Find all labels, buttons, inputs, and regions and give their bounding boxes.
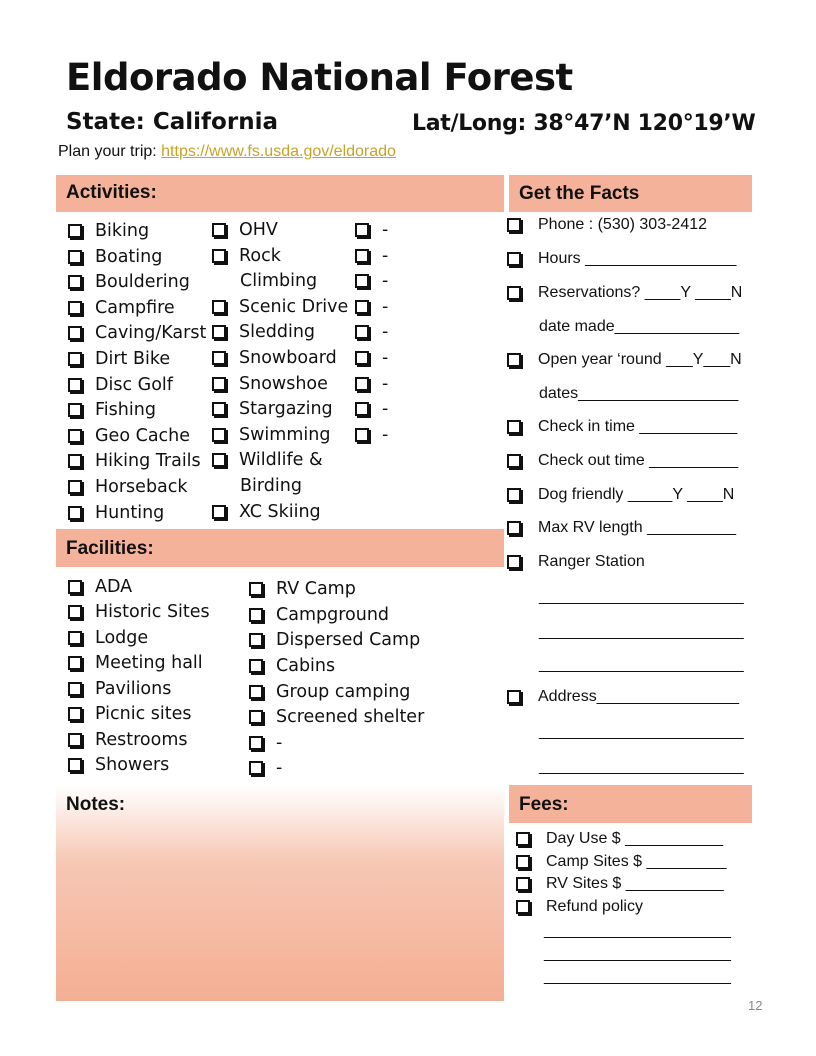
fee-refund-policy[interactable] <box>516 898 643 916</box>
fee-label: Refund policy <box>546 898 643 915</box>
checkbox-icon[interactable] <box>507 420 521 434</box>
activity-ohv[interactable] <box>212 220 278 240</box>
facility-lodge[interactable] <box>68 628 148 648</box>
activity-xc-skiing[interactable] <box>212 502 321 522</box>
checkbox-icon[interactable] <box>249 736 263 750</box>
facilities-heading: Facilities: <box>66 538 154 559</box>
checkbox-icon[interactable] <box>212 428 226 442</box>
fact-dates[interactable]: dates__________________ <box>539 385 739 402</box>
activity-label: Wildlife & <box>239 450 323 470</box>
checkbox-icon[interactable] <box>68 378 82 392</box>
ranger-blank-line[interactable]: _______________________ <box>539 623 744 640</box>
fact-phone[interactable] <box>507 216 707 234</box>
checkbox-icon[interactable] <box>516 832 530 846</box>
fact-dog-friendly[interactable] <box>507 486 734 504</box>
checkbox-icon[interactable] <box>212 249 226 263</box>
activity-fishing[interactable] <box>68 400 156 420</box>
activity-scenic-drive[interactable] <box>212 297 348 317</box>
fee-rv-sites[interactable] <box>516 875 724 893</box>
activity-label: Caving/Karst <box>95 323 207 343</box>
fact-open-year[interactable] <box>507 351 742 369</box>
fact-label: Max RV length __________ <box>538 519 737 536</box>
activity-hiking-trails[interactable] <box>68 451 201 471</box>
checkbox-icon[interactable] <box>212 402 226 416</box>
facility-ada[interactable] <box>68 577 132 597</box>
fact-label: Phone : (530) 303-2412 <box>538 216 708 233</box>
fact-label: Open year ‘round ___Y___N <box>538 351 742 368</box>
checkbox-icon[interactable] <box>516 900 530 914</box>
facility-meeting-hall[interactable] <box>68 653 203 673</box>
fact-hours[interactable] <box>507 250 736 268</box>
fees-header-band <box>509 785 752 823</box>
checkbox-icon[interactable] <box>68 758 82 772</box>
activity-label: Dirt Bike <box>95 349 171 369</box>
checkbox-icon[interactable] <box>507 488 521 502</box>
checkbox-icon[interactable] <box>68 454 82 468</box>
facility-label: Group camping <box>276 682 411 702</box>
activity-label: Scenic Drive <box>239 297 349 317</box>
checkbox-icon[interactable] <box>68 301 82 315</box>
activity-label: Boating <box>95 247 163 267</box>
page-title: Eldorado National Forest <box>66 56 573 99</box>
checkbox-icon[interactable] <box>507 286 521 300</box>
activity-snowboard[interactable] <box>212 348 337 368</box>
checkbox-icon[interactable] <box>249 608 263 622</box>
activity-hunting[interactable] <box>68 503 164 523</box>
notes-heading: Notes: <box>66 794 126 815</box>
activity-label: - <box>382 322 389 342</box>
activity-label: Campfire <box>95 298 175 318</box>
fee-label: Day Use $ ___________ <box>546 830 724 847</box>
checkbox-icon[interactable] <box>507 521 521 535</box>
facility-campground[interactable] <box>249 605 389 625</box>
facility-label: Cabins <box>276 656 336 676</box>
checkbox-icon[interactable] <box>68 733 82 747</box>
fact-check-out[interactable] <box>507 452 738 470</box>
activities-header-band <box>56 175 504 212</box>
checkbox-icon[interactable] <box>68 429 82 443</box>
activities-heading: Activities: <box>66 182 157 203</box>
checkbox-icon[interactable] <box>68 631 82 645</box>
facility-label: ADA <box>95 577 133 597</box>
activity-blank-5[interactable] <box>355 322 388 342</box>
facility-label: Lodge <box>95 628 149 648</box>
checkbox-icon[interactable] <box>68 275 82 289</box>
checkbox-icon[interactable] <box>68 580 82 594</box>
facts-header-band <box>509 175 752 212</box>
activity-label: Geo Cache <box>95 426 191 446</box>
facility-historic-sites[interactable] <box>68 602 210 622</box>
checkbox-icon[interactable] <box>249 633 263 647</box>
facility-label: RV Camp <box>276 579 356 599</box>
activity-campfire[interactable] <box>68 298 175 318</box>
plan-trip-line <box>58 143 396 161</box>
checkbox-icon[interactable] <box>68 352 82 366</box>
facility-label: Picnic sites <box>95 704 192 724</box>
notes-area[interactable] <box>56 785 504 1001</box>
activity-label: - <box>382 220 389 240</box>
facility-cabins[interactable] <box>249 656 335 676</box>
activity-label: Disc Golf <box>95 375 173 395</box>
checkbox-icon[interactable] <box>507 690 521 704</box>
checkbox-icon[interactable] <box>68 326 82 340</box>
latlong-label: Lat/Long: 38°47’N 120°19’W <box>412 111 756 136</box>
fact-label: Address________________ <box>538 688 740 705</box>
activity-label: - <box>382 297 389 317</box>
facility-label: - <box>276 758 283 778</box>
refund-blank-line[interactable]: _____________________ <box>544 945 731 962</box>
activity-label: - <box>382 374 389 394</box>
activity-blank-8[interactable] <box>355 399 388 419</box>
facility-label: Restrooms <box>95 730 188 750</box>
facility-showers[interactable] <box>68 755 169 775</box>
activity-label: Birding <box>240 476 302 496</box>
address-blank-line[interactable]: _______________________ <box>539 758 744 775</box>
checkbox-icon[interactable] <box>355 300 369 314</box>
facility-label: Screened shelter <box>276 707 425 727</box>
activity-label: Climbing <box>240 271 318 291</box>
activity-rock-climbing-cont <box>240 271 317 291</box>
activity-label: - <box>382 399 389 419</box>
checkbox-icon[interactable] <box>68 605 82 619</box>
checkbox-icon[interactable] <box>355 428 369 442</box>
checkbox-icon[interactable] <box>212 377 226 391</box>
activity-blank-9[interactable] <box>355 425 388 445</box>
activity-blank-7[interactable] <box>355 374 388 394</box>
state-label: State: California <box>66 109 278 135</box>
activity-snowshoe[interactable] <box>212 374 328 394</box>
checkbox-icon[interactable] <box>355 249 369 263</box>
checkbox-icon[interactable] <box>516 877 530 891</box>
checkbox-icon[interactable] <box>212 300 226 314</box>
checkbox-icon[interactable] <box>212 453 226 467</box>
checkbox-icon[interactable] <box>355 274 369 288</box>
activity-label: Bouldering <box>95 272 190 292</box>
checkbox-icon[interactable] <box>507 218 521 232</box>
checkbox-icon[interactable] <box>355 223 369 237</box>
checkbox-icon[interactable] <box>68 707 82 721</box>
fees-heading: Fees: <box>519 794 569 815</box>
fee-camp-sites[interactable] <box>516 853 727 871</box>
activity-wildlife-birding[interactable] <box>212 450 323 470</box>
checkbox-icon[interactable] <box>507 353 521 367</box>
activity-blank-1[interactable] <box>355 220 388 240</box>
ranger-blank-line[interactable]: _______________________ <box>539 588 744 605</box>
checkbox-icon[interactable] <box>249 685 263 699</box>
activity-label: - <box>382 246 389 266</box>
facility-label: - <box>276 733 283 753</box>
facility-label: Showers <box>95 755 170 775</box>
checkbox-icon[interactable] <box>68 224 82 238</box>
plan-trip-link[interactable]: https://www.fs.usda.gov/eldorado <box>161 143 396 160</box>
fact-reservations[interactable] <box>507 284 742 302</box>
fee-day-use[interactable] <box>516 830 723 848</box>
checkbox-icon[interactable] <box>355 377 369 391</box>
checkbox-icon[interactable] <box>355 351 369 365</box>
facts-heading: Get the Facts <box>519 183 640 204</box>
facility-restrooms[interactable] <box>68 730 188 750</box>
checkbox-icon[interactable] <box>355 402 369 416</box>
facility-blank-2[interactable] <box>249 758 282 778</box>
checkbox-icon[interactable] <box>355 325 369 339</box>
refund-blank-line[interactable]: _____________________ <box>544 922 731 939</box>
activity-label: - <box>382 425 389 445</box>
facility-rv-camp[interactable] <box>249 579 356 599</box>
activity-label: XC Skiing <box>239 502 321 522</box>
fact-max-rv[interactable] <box>507 519 736 537</box>
facility-label: Dispersed Camp <box>276 630 421 650</box>
fact-label: Hours _________________ <box>538 250 737 267</box>
facility-label: Historic Sites <box>95 602 210 622</box>
activity-label: OHV <box>239 220 278 240</box>
checkbox-icon[interactable] <box>68 682 82 696</box>
fact-ranger-station[interactable] <box>507 553 645 571</box>
facility-picnic-sites[interactable] <box>68 704 192 724</box>
activity-label: - <box>382 348 389 368</box>
facility-pavilions[interactable] <box>68 679 171 699</box>
activity-bouldering[interactable] <box>68 272 190 292</box>
checkbox-icon[interactable] <box>212 505 226 519</box>
facility-label: Campground <box>276 605 390 625</box>
activity-label: Rock <box>239 246 281 266</box>
activity-biking[interactable] <box>68 221 149 241</box>
activity-label: Sledding <box>239 322 316 342</box>
activity-sledding[interactable] <box>212 322 315 342</box>
activity-blank-6[interactable] <box>355 348 388 368</box>
checkbox-icon[interactable] <box>68 506 82 520</box>
activity-blank-4[interactable] <box>355 297 388 317</box>
facilities-header-band <box>56 529 504 567</box>
facility-screened-shelter[interactable] <box>249 707 424 727</box>
checkbox-icon[interactable] <box>212 223 226 237</box>
fact-label: Check in time ___________ <box>538 418 738 435</box>
checkbox-icon[interactable] <box>516 855 530 869</box>
activity-horseback[interactable] <box>68 477 188 497</box>
fact-label: Ranger Station <box>538 553 645 570</box>
activity-wildlife-birding-cont <box>240 476 302 496</box>
activity-label: Swimming <box>239 425 331 445</box>
checkbox-icon[interactable] <box>68 480 82 494</box>
facility-blank-1[interactable] <box>249 733 282 753</box>
checkbox-icon[interactable] <box>507 555 521 569</box>
facility-group-camping[interactable] <box>249 682 410 702</box>
activity-label: - <box>382 271 389 291</box>
activity-label: Stargazing <box>239 399 333 419</box>
checkbox-icon[interactable] <box>249 710 263 724</box>
facility-dispersed-camp[interactable] <box>249 630 420 650</box>
activity-label: Fishing <box>95 400 156 420</box>
address-blank-line[interactable]: _______________________ <box>539 723 744 740</box>
activity-disc-golf[interactable] <box>68 375 173 395</box>
checkbox-icon[interactable] <box>507 252 521 266</box>
activity-label: Horseback <box>95 477 188 497</box>
checkbox-icon[interactable] <box>212 325 226 339</box>
activity-geo-cache[interactable] <box>68 426 190 446</box>
checkbox-icon[interactable] <box>68 403 82 417</box>
activity-label: Snowboard <box>239 348 337 368</box>
checkbox-icon[interactable] <box>249 659 263 673</box>
fee-label: RV Sites $ ___________ <box>546 875 724 892</box>
fact-label: Check out time __________ <box>538 452 739 469</box>
checkbox-icon[interactable] <box>68 656 82 670</box>
fact-address[interactable] <box>507 688 739 706</box>
checkbox-icon[interactable] <box>249 582 263 596</box>
fee-label: Camp Sites $ _________ <box>546 853 727 870</box>
activity-label: Hiking Trails <box>95 451 201 471</box>
activity-dirt-bike[interactable] <box>68 349 170 369</box>
fact-label: Reservations? ____Y ____N <box>538 284 743 301</box>
activity-caving[interactable] <box>68 323 206 343</box>
fact-check-in[interactable] <box>507 418 737 436</box>
activity-label: Snowshoe <box>239 374 328 394</box>
facility-label: Pavilions <box>95 679 172 699</box>
refund-blank-line[interactable]: _____________________ <box>544 968 731 985</box>
activity-swimming[interactable] <box>212 425 330 445</box>
activity-blank-3[interactable] <box>355 271 388 291</box>
page-number: 12 <box>748 998 763 1013</box>
fact-date-made[interactable]: date made______________ <box>539 318 740 335</box>
fact-label: Dog friendly _____Y ____N <box>538 486 735 503</box>
activity-label: Hunting <box>95 503 165 523</box>
activity-stargazing[interactable] <box>212 399 333 419</box>
activity-label: Biking <box>95 221 150 241</box>
activity-boating[interactable] <box>68 247 162 267</box>
checkbox-icon[interactable] <box>507 454 521 468</box>
checkbox-icon[interactable] <box>212 351 226 365</box>
facility-label: Meeting hall <box>95 653 203 673</box>
activity-rock-climbing[interactable] <box>212 246 281 266</box>
checkbox-icon[interactable] <box>249 761 263 775</box>
checkbox-icon[interactable] <box>68 250 82 264</box>
activity-blank-2[interactable] <box>355 246 388 266</box>
plan-trip-prefix: Plan your trip: <box>58 143 162 160</box>
ranger-blank-line[interactable]: _______________________ <box>539 656 744 673</box>
